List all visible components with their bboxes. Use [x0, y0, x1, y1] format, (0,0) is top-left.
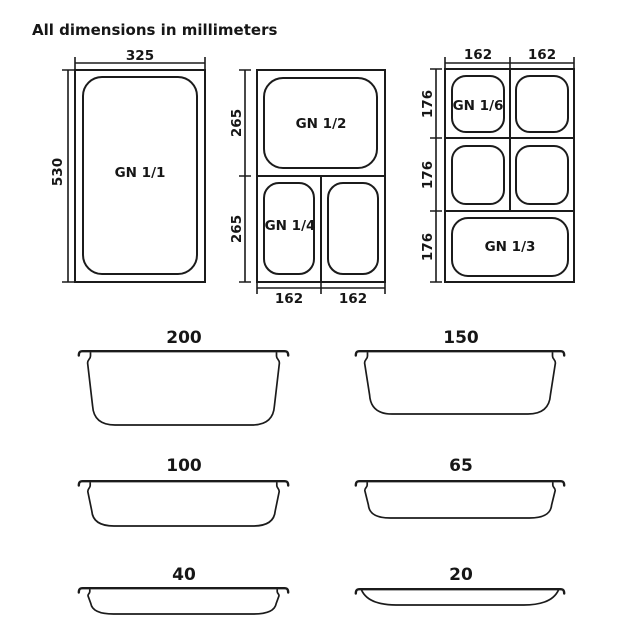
depth-profile-150	[356, 328, 564, 414]
gn14-height-dimension-label: 265	[229, 214, 245, 244]
gn16-dividers	[445, 69, 574, 211]
pan-65-body	[365, 482, 555, 518]
gn12-height-dimension-line	[239, 70, 251, 282]
gn16-pan-outline-top-right	[516, 76, 568, 132]
gn12-label: GN 1/2	[295, 116, 347, 132]
gn11-label: GN 1/1	[114, 165, 166, 181]
pan-40-body	[88, 589, 279, 614]
gn11-height-dimension-label: 530	[50, 157, 66, 187]
top-view-gn16-gn13	[420, 47, 574, 282]
gn16-pan-outline-mid-left	[452, 146, 504, 204]
pan-20-body	[362, 590, 559, 605]
gn16-width-right-label: 162	[527, 47, 557, 63]
pan-150-rim	[356, 351, 564, 355]
page-title: All dimensions in millimeters	[32, 21, 278, 39]
pan-200-body	[88, 352, 280, 425]
gn14-label: GN 1/4	[264, 218, 316, 234]
gn14-width-left-label: 162	[274, 291, 304, 307]
pan-100-body	[88, 482, 279, 526]
gn16-row1-height-label: 176	[420, 89, 436, 119]
pan-65-rim	[356, 481, 564, 485]
depth-label-65: 65	[449, 456, 473, 476]
depth-profile-100	[79, 456, 288, 526]
depth-label-100: 100	[166, 456, 202, 476]
depth-label-150: 150	[443, 328, 479, 348]
gn13-label: GN 1/3	[484, 239, 536, 255]
gn16-label: GN 1/6	[452, 98, 504, 114]
gn12-height-dimension-label: 265	[229, 108, 245, 138]
depth-label-40: 40	[172, 565, 196, 585]
top-view-gn12-gn14	[229, 70, 385, 307]
depth-label-20: 20	[449, 565, 473, 585]
gn13-row3-height-label: 176	[420, 232, 436, 262]
gn16-pan-outline-mid-right	[516, 146, 568, 204]
pan-20-rim	[356, 589, 564, 593]
gn16-row2-height-label: 176	[420, 160, 436, 190]
depth-profile-20	[356, 565, 564, 605]
pan-40-rim	[79, 588, 288, 592]
pan-100-rim	[79, 481, 288, 485]
top-view-gn11	[50, 48, 205, 282]
depth-profile-65	[356, 456, 564, 518]
gn14-width-right-label: 162	[338, 291, 368, 307]
gn14-right-pan-outline	[328, 183, 378, 274]
gn16-width-left-label: 162	[463, 47, 493, 63]
pan-150-body	[365, 352, 556, 414]
gn11-width-dimension-label: 325	[125, 48, 155, 64]
depth-profile-200	[79, 328, 288, 425]
pan-200-rim	[79, 351, 288, 355]
depth-profile-40	[79, 565, 288, 614]
depth-label-200: 200	[166, 328, 202, 348]
